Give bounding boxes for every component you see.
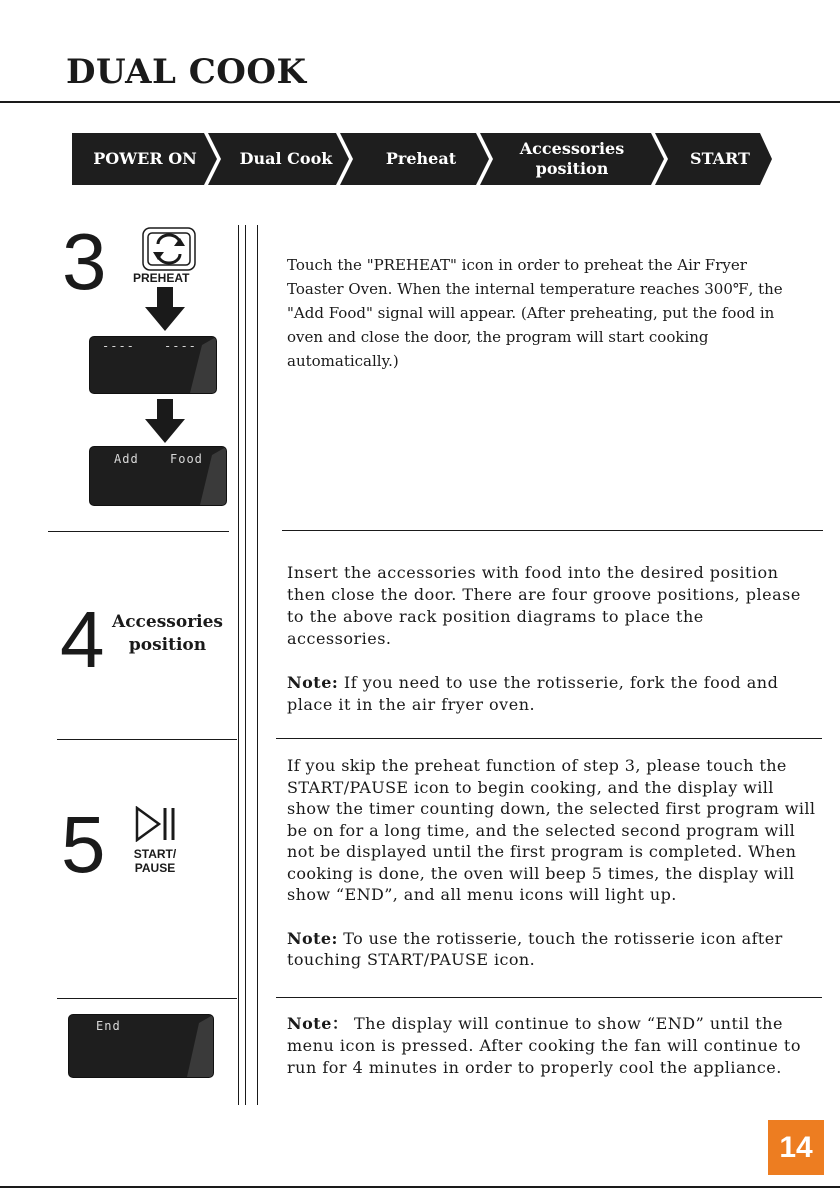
step5-text: [287, 755, 822, 971]
step4-note-text: If you need to use the rotisserie, fork the food and place it in the air fryer oven.: [287, 673, 779, 714]
process-label-preheat: Preheat: [385, 149, 457, 168]
process-label-accessories-line1: Accessories: [519, 139, 625, 158]
step4-text: [287, 562, 807, 716]
footer-divider: [0, 1186, 840, 1188]
step5-note-text: To use the rotisserie, touch the rotisserie icon after touching START/PAUSE icon.: [287, 928, 783, 969]
section-divider-left: [57, 998, 237, 999]
step4-description: Insert the accessories with food into the desired position then close the door. There are four groove positions, please to the above rack position diagrams to place the accessories.: [287, 563, 801, 648]
process-flow: [0, 0, 840, 200]
display-preheat-dashes: [89, 336, 217, 394]
start-pause-label-line2: PAUSE: [134, 861, 176, 875]
step3-text: [287, 253, 807, 373]
end-note-text: [287, 1013, 807, 1079]
column-divider-right: [257, 225, 258, 1105]
start-pause-label: [126, 847, 184, 875]
down-arrow-icon: [145, 399, 185, 443]
display-glare: [90, 337, 216, 393]
process-label-accessories: [520, 139, 624, 179]
step-number-5: 5: [61, 800, 106, 889]
step5-description: If you skip the preheat function of step 3, please touch the START/PAUSE icon to begin cooking, and the display will show the timer counting down, the selected first program will be on for a long time, and the selected second program will not be displayed until the first program is completed. When cooking is done, the oven will beep 5 times, the display will show “END”, and all menu icons will light up.: [287, 756, 816, 904]
section-divider-left: [57, 739, 237, 740]
down-arrow-icon: [145, 287, 185, 331]
step3-description: Touch the "PREHEAT" icon in order to preheat the Air Fryer Toaster Oven. When the internal temperature reaches 300℉, the "Add Food" signal will appear. (After preheating, put the food in oven and close the door, the program will start cooking automatically.): [287, 256, 783, 370]
section-divider-right: [276, 738, 822, 739]
step-number-4: 4: [60, 595, 105, 684]
step4-note: [287, 672, 807, 716]
step5-note-label: Note:: [287, 928, 338, 948]
section-divider-left: [48, 531, 229, 532]
display-end-text: End: [96, 1019, 121, 1033]
end-note-body: The display will continue to show “END” until the menu icon is pressed. After cooking the fan will continue to run for 4 minutes in order to properly cool the appliance.: [287, 1014, 801, 1077]
process-label-power-on: POWER ON: [93, 149, 197, 168]
section-divider-right: [276, 997, 822, 998]
accessories-label-line1: Accessories: [112, 612, 223, 632]
column-divider-middle: [245, 225, 246, 1105]
display-add-text: Add: [114, 452, 139, 466]
page-title: DUAL COOK: [66, 52, 307, 92]
display-dashes-right: ----: [164, 339, 197, 353]
display-end: [68, 1014, 214, 1078]
play-pause-icon: [135, 806, 177, 842]
accessories-label-line2: position: [128, 635, 207, 655]
step4-note-label: Note:: [287, 673, 339, 692]
process-label-dual-cook: Dual Cook: [239, 149, 333, 168]
display-add-food: [89, 446, 227, 506]
preheat-cycle-icon: [141, 226, 197, 272]
step-number-3: 3: [62, 217, 107, 306]
preheat-icon-label: PREHEAT: [133, 271, 190, 285]
step5-note: [287, 928, 822, 971]
display-dashes-left: ----: [102, 339, 135, 353]
process-label-accessories-line2: position: [535, 159, 609, 178]
page-number: 14: [779, 1131, 813, 1164]
column-divider-left: [238, 225, 239, 1105]
end-note-label: Note：: [287, 1014, 349, 1033]
display-food-text: Food: [170, 452, 203, 466]
display-glare: [69, 1015, 213, 1077]
section-divider-right: [282, 530, 823, 531]
display-glare: [90, 447, 226, 505]
end-note: [287, 1013, 807, 1079]
start-pause-label-line1: START/: [133, 847, 177, 861]
process-label-start: START: [690, 149, 750, 168]
accessories-position-label: [112, 611, 223, 657]
